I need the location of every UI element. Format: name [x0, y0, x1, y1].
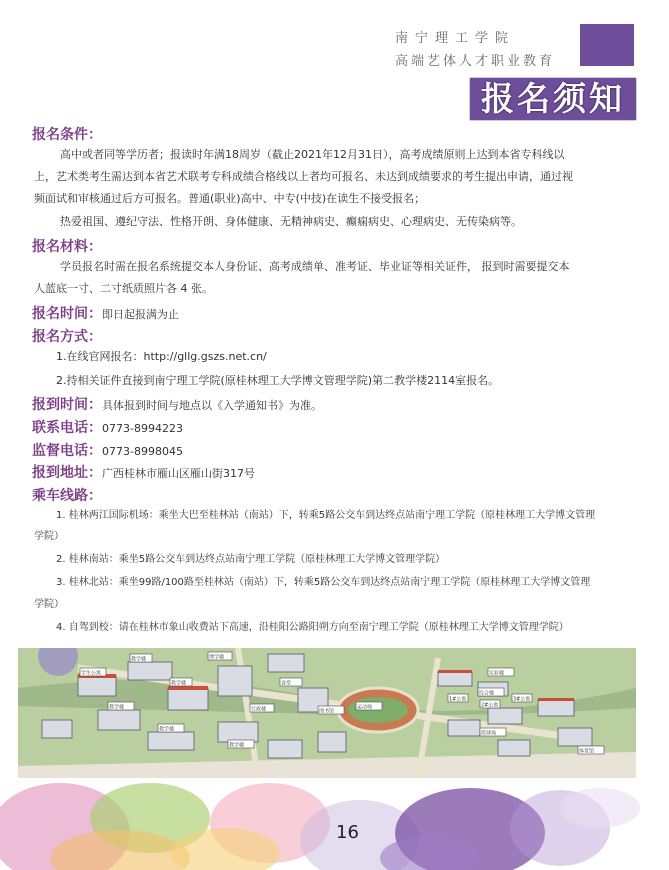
route-south-station: 2. 桂林南站：乘坐5路公交车到达终点站南宁理工学院（原桂林理工大学博文管理学院）: [56, 554, 446, 565]
heading-contact-phone: 联系电话：: [32, 420, 102, 436]
route-north-station-line-1: 3. 桂林北站：乘坐99路/100路至桂林站（南站）下，转乘5路公交车到达终点站南宁理工学院（原桂林理工大学博文管理: [56, 577, 591, 588]
map-label: 食堂: [281, 680, 292, 687]
map-label: 学生公寓: [81, 670, 102, 677]
contact-phone-value[interactable]: 0773-8994223: [102, 422, 183, 435]
watercolor-illustration: [0, 778, 669, 870]
checkin-time-row: [32, 394, 322, 414]
map-label: 实验楼: [489, 670, 505, 677]
map-label: 运动场: [357, 704, 373, 711]
map-label: 2#公寓: [481, 702, 499, 709]
heading-materials: 报名材料：: [32, 239, 102, 255]
map-label: 教学楼: [171, 680, 187, 687]
campus-map: [18, 648, 636, 778]
watercolor-decoration: [0, 778, 669, 870]
materials-line-2: 人蓝底一寸、二寸纸质照片各 4 张。: [34, 282, 213, 295]
materials-line-1: 学员报名时需在报名系统提交本人身份证、高考成绩单、准考证、毕业证等相关证件， 报到时需要提交本: [60, 260, 570, 273]
heading-conditions: 报名条件：: [32, 127, 102, 143]
page-title: 报名须知: [470, 78, 636, 120]
method-online[interactable]: 1.在线官网报名：http://gllg.gszs.net.cn/: [56, 350, 267, 363]
campus-map-illustration: [18, 648, 636, 778]
map-label: 教学楼: [109, 704, 125, 711]
header-square: [580, 24, 634, 66]
heading-routes: 乘车线路：: [32, 488, 102, 504]
map-label: 教学楼: [131, 656, 147, 663]
conditions-line-1: 高中或者同等学历者；报读时年满18周岁（截止2021年12月31日），高考成绩原则上达到本省专科线以: [60, 148, 565, 161]
map-label: 教学楼: [159, 726, 175, 733]
route-north-station-line-2: 学院）: [34, 599, 64, 610]
map-label: 博学楼: [209, 654, 225, 661]
heading-checkin-time: 报到时间：: [32, 397, 102, 413]
contact-phone-row: [32, 417, 183, 437]
heading-reg-time: 报名时间：: [32, 306, 102, 322]
map-label: 综合楼: [479, 690, 495, 697]
page-number: 16: [336, 822, 359, 843]
reg-time-value: 即日起报满为止: [102, 308, 179, 321]
checkin-time-value: 具体报到时间与地点以《入学通知书》为准。: [102, 399, 322, 412]
conditions-line-2: 上，艺术类考生需达到本省艺术联考专科成绩合格线以上者均可报名、未达到成绩要求的考生提出申请，通过视: [34, 170, 573, 183]
address-value: 广西桂林市雁山区雁山街317号: [102, 467, 255, 480]
supervise-phone-value[interactable]: 0773-8998045: [102, 445, 183, 458]
map-label: 体育馆: [579, 748, 595, 755]
map-label: 图书馆: [319, 708, 335, 715]
route-airport-line-1: 1. 桂林两江国际机场：乘坐大巴至桂林站（南站）下，转乘5路公交车到达终点站南宁理工学院（原桂林理工大学博文管理: [56, 510, 596, 521]
supervise-phone-row: [32, 440, 183, 460]
conditions-line-3: 频面试和审核通过后方可报名。普通(职业)高中、中专(中技)在读生不接受报名；: [34, 192, 426, 205]
map-label: 教学楼: [229, 742, 245, 749]
map-label: 篮球场: [481, 730, 497, 737]
map-label: 行政楼: [251, 706, 267, 713]
route-self-drive: 4. 自驾到校：请在桂林市象山收费站下高速，沿桂阳公路阳朔方向至南宁理工学院（原桂林理工大学博文管理学院）: [56, 622, 569, 633]
map-label: 3#公寓: [513, 696, 531, 703]
route-airport-line-2: 学院）: [34, 531, 64, 542]
heading-methods: 报名方式：: [32, 329, 102, 345]
heading-supervise-phone: 监督电话：: [32, 443, 102, 459]
school-motto: 高端艺体人才职业教育: [395, 54, 556, 69]
address-row: [32, 462, 255, 482]
method-onsite: 2.持相关证件直接到南宁理工学院(原桂林理工大学博文管理学院)第二教学楼2114室报名。: [56, 374, 500, 387]
conditions-line-4: 热爱祖国、遵纪守法、性格开朗、身体健康、无精神病史、癫痫病史、心理病史、无传染病等。: [60, 215, 522, 228]
reg-time-row: [32, 303, 179, 323]
school-name: 南宁理工学院: [395, 31, 516, 46]
map-label: 1#公寓: [449, 696, 467, 703]
heading-address: 报到地址：: [32, 465, 102, 481]
